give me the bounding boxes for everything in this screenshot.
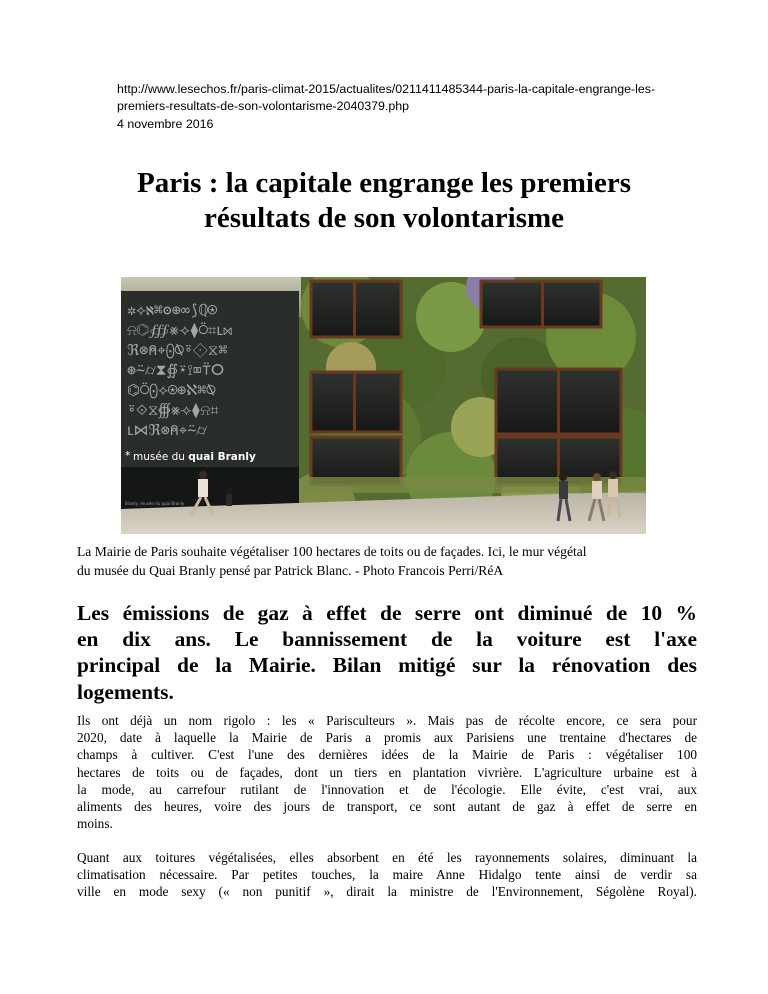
svg-text:⍤⟐⧖∰⨳⟢⧫⍾⌗: ⍤⟐⧖∰⨳⟢⧫⍾⌗ (127, 401, 219, 419)
lead-line: en dix ans. Le bannissement de la voiture est l'axe (77, 627, 697, 652)
svg-text:ℜ⊗⍝⌖⨀⍉⍤⟐⧖⌘: ℜ⊗⍝⌖⨀⍉⍤⟐⧖⌘ (127, 341, 228, 359)
article-title-line-1: Paris : la capitale engrange les premiers (137, 167, 631, 199)
paragraph-line: Quant aux toitures végétalisées, elles absorbent en été les rayonnements solaires, diminuant la (77, 850, 697, 865)
paragraph-line: ville en mode sexy (« non punitif », dirait la ministre de l'Environnement, Ségolène Royal). (77, 884, 697, 900)
source-header (117, 81, 717, 133)
svg-text:⊛⍨⌭⧗∯⍣⟟⌧⍡ⵔ: ⊛⍨⌭⧗∯⍣⟟⌧⍡ⵔ (127, 361, 225, 379)
caption-line: La Mairie de Paris souhaite végétaliser 100 hectares de toits ou de façades. Ici, le mur végétal (77, 544, 587, 559)
green-wall-photo (121, 277, 646, 534)
museum-sign-text: musée du quai Branly (133, 451, 256, 463)
paragraph-line: la mode, au carrefour rutilant de l'innovation et de l'écologie. Elle évite, c'est vrai, aux (77, 781, 697, 797)
body-paragraph-2 (77, 849, 697, 901)
caption-line: du musée du Quai Branly pensé par Patrick Blanc. - Photo Francois Perri/RéA (77, 562, 504, 578)
svg-text:ⳑ⋈ℜ⊗⍝⌖⍨⌭: ⳑ⋈ℜ⊗⍝⌖⍨⌭ (127, 421, 208, 439)
article-title (60, 166, 708, 236)
lead-line: Les émissions de gaz à effet de serre ont diminué de 10 % (77, 601, 697, 625)
source-date: 4 novembre 2016 (117, 116, 214, 131)
photo-caption (77, 543, 697, 580)
body-paragraph-1 (77, 712, 697, 832)
source-url-line-2: premiers-resultats-de-son-volontarisme-2040379.php (117, 99, 410, 114)
paragraph-line: climatisation nécessaire. Par petites touches, la maire Anne Hidalgo tente ainsi de verdir sa (77, 867, 697, 883)
lead-line: logements. (77, 679, 174, 704)
paragraph-line: champs à cultiver. C'est l'une des dernières idées de la Mairie de Paris : végétaliser 100 (77, 747, 697, 763)
article-photo (121, 277, 646, 534)
svg-text:*: * (125, 449, 131, 462)
paragraph-line: Ils ont déjà un nom rigolo : les « Parisculteurs ». Mais pas de récolte encore, ce sera pour (77, 713, 697, 728)
svg-text:⍾⌬∰⨳⟢⧫⍥⌗ⳑ⋈: ⍾⌬∰⨳⟢⧫⍥⌗ⳑ⋈ (127, 321, 233, 339)
svg-text:✲⟡ℵ⌘ʘ⊕∞⟆ℚ⍟: ✲⟡ℵ⌘ʘ⊕∞⟆ℚ⍟ (127, 301, 217, 319)
museum-glass-panel (121, 291, 299, 509)
paragraph-line: hectares de toits ou de façades, dont un tiers en plantation vivrière. L'agriculture urbaine est à (77, 764, 697, 780)
paragraph-line: aliments des heures, voire des jours de transport, ce sont autant de gaz à effet de serre en (77, 799, 697, 815)
photo-small-credit: Branly, musée du quai Branly (125, 501, 185, 506)
article-title-line-2: résultats de son volontarisme (203, 202, 565, 234)
paragraph-line: 2020, date à laquelle la Mairie de Paris a promis aux Parisiens une trentaine d'hectares de (77, 730, 697, 746)
svg-text:⌬⍥⨀⟡⍟⊕ℵ⌘⍉: ⌬⍥⨀⟡⍟⊕ℵ⌘⍉ (127, 381, 216, 399)
lead-line: principal de la Mairie. Bilan mitigé sur la rénovation des (77, 653, 697, 678)
source-url-line-1: http://www.lesechos.fr/paris-climat-2015/actualites/0211411485344-paris-la-capitale-engrange-les- (117, 82, 656, 96)
article-lead (77, 600, 697, 705)
paragraph-line: moins. (77, 816, 113, 832)
